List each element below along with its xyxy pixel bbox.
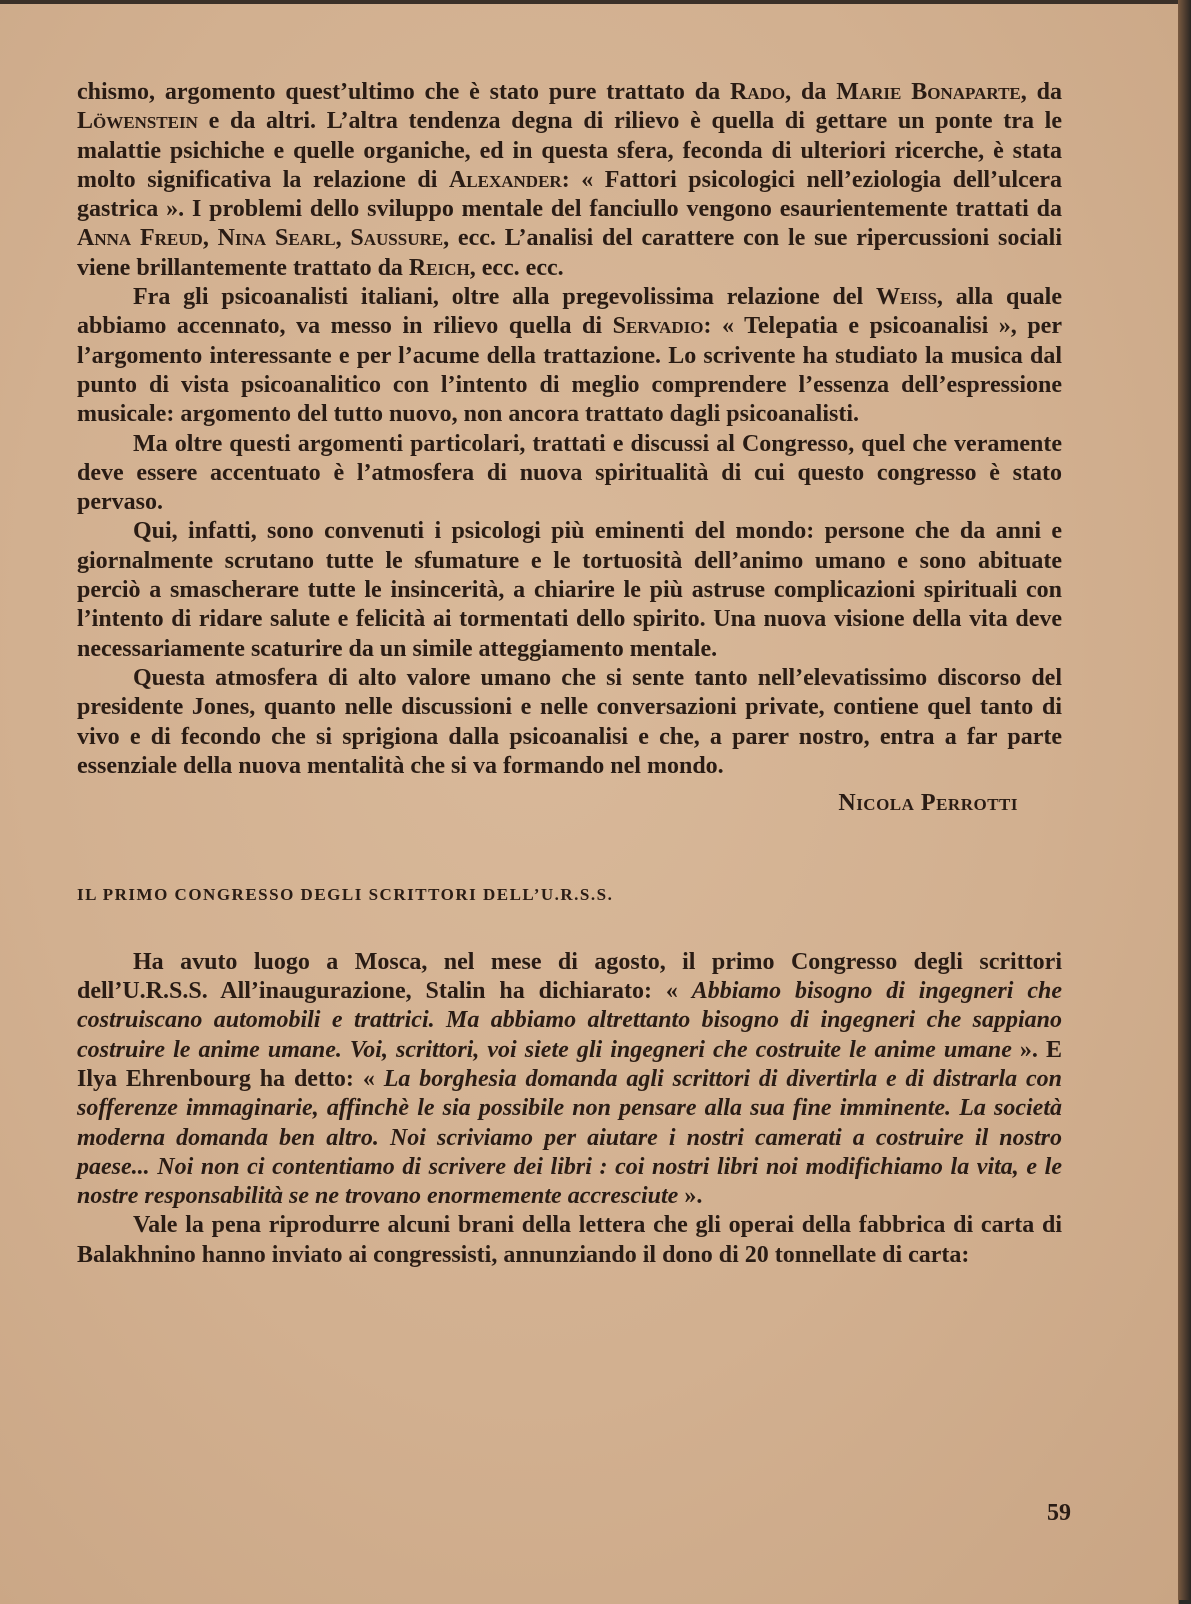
paragraph (77, 664, 1062, 781)
text-run: ». (678, 1183, 703, 1210)
text-run: , da (785, 79, 837, 105)
text-run: , ecc. L’analisi del carattere con le sue ripercussioni sociali viene brillantemente trattato da (77, 225, 1062, 281)
text-run: chismo, argomento quest’ultimo che è stato pure trattato da (77, 79, 730, 105)
text-run: , ecc. ecc. (469, 254, 564, 281)
text-run: Fra gli psicoanalisti italiani, oltre alla pregevolissima relazione del (133, 284, 877, 311)
section-heading: IL PRIMO CONGRESSO DEGLI SCRITTORI DELL’U.R.S.S. (77, 885, 614, 905)
author-name: Marie Bonaparte (836, 79, 1021, 105)
paragraph (77, 78, 1062, 283)
author-signature: Nicola Perrotti (838, 790, 1018, 817)
paragraph (77, 430, 1062, 518)
page-number: 59 (1047, 1500, 1071, 1526)
author-name: Reich (408, 254, 470, 281)
author-name: Anna Freud (77, 225, 203, 252)
book-edge (1178, 0, 1191, 1600)
text-run: , (202, 225, 218, 252)
text-run: Qui, infatti, sono convenuti i psicologi più eminenti del mondo: persone che da anni e giornalmente scrutano tutte le sfumature e le tortuosità dell’animo umano e sono abituate perciò a smascherare tutte le insincerità, a chiarire le più astruse complicazioni spirituali con l’intento di ridare salute e felicità ai tormentati dello spirito. Una nuova visione della vita deve necessariamente scaturire da un simile atteggiamento mentale. (77, 518, 1062, 662)
text-run: : « Fattori psicologici nell’eziologia dell’ulcera gastrica ». I problemi dello sviluppo mentale del fanciullo vengono esaurientemente trattati da (77, 166, 1062, 223)
text-run: Ha avuto luogo a Mosca, nel mese di agosto, il primo Congresso degli scrittori dell’U.R.S.S. All’inaugurazione, Stalin ha dichiarato: « (77, 948, 1062, 1005)
quotation-text: La borghesia domanda agli scrittori di divertirla e di distrarla con sofferenze immaginarie, affinchè le sia possibile non pensare alla sua fine imminente. La società moderna domanda ben altro. Noi scriviamo per aiutare i nostri camerati a costruire il nostro paese... Noi non ci contentiamo di scrivere dei libri : coi nostri libri noi modifichiamo la vita, e le nostre responsabilità se ne trovano enormemente accresciute (77, 1065, 1062, 1210)
text-run: e da altri. L’altra tendenza degna di rilievo è quella di gettare un ponte tra le malattie psichiche e quelle organiche, ed in questa sfera, feconda di ulteriori ricerche, è stata molto significativa la relazione di (77, 108, 1062, 193)
text-run: Vale la pena riprodurre alcuni brani della lettera che gli operai della fabbrica di carta di Balakhnino hanno inviato ai congressisti, annunziando il dono di 20 tonnellate di carta: (77, 1212, 1062, 1268)
paragraph (77, 948, 1062, 1212)
author-name: Rado (729, 79, 786, 105)
text-run: , (335, 225, 351, 252)
review-continuation (77, 78, 1062, 781)
paragraph (77, 517, 1062, 663)
text-run: ». E Ilya Ehrenbourg ha detto: « (77, 1036, 1062, 1092)
text-run: , da (1020, 79, 1062, 105)
author-name: Nina Searl (217, 225, 336, 252)
text-run: : « Telepatia e psicoanalisi », per l’argomento interessante e per l’acume della trattazione. Lo scrivente ha studiato la musica dal punto di vista psicoanalitico con l’intento di meglio comprendere l’essenza dell’espressione musicale: argomento del tutto nuovo, non ancora trattato dagli psicoanalisti. (77, 313, 1062, 428)
paragraph (77, 1211, 1062, 1270)
section-body (77, 948, 1062, 1270)
author-name: Saussure (350, 225, 444, 252)
text-run: , alla quale abbiamo accennato, va messo in rilievo quella di (77, 284, 1062, 340)
author-name: Weiss (876, 284, 937, 311)
author-name: Löwenstein (77, 108, 198, 135)
paragraph (77, 283, 1062, 429)
quotation-text: Abbiamo bisogno di ingegneri che costruiscano automobili e trattrici. Ma abbiamo altrettanto bisogno di ingegneri che sappiano costruire le anime umane. Voi, scrittori, voi siete gli ingegneri che costruite le anime umane (77, 978, 1062, 1063)
author-name: Alexander (448, 166, 562, 193)
text-run: Ma oltre questi argomenti particolari, trattati e discussi al Congresso, quel che veramente deve essere accentuato è l’atmosfera di nuova spiritualità di cui questo congresso è stato pervaso. (77, 430, 1062, 516)
text-run: Questa atmosfera di alto valore umano che si sente tanto nell’elevatissimo discorso del presidente Jones, quanto nelle discussioni e nelle conversazioni private, contiene quel tanto di vivo e di fecondo che si sprigiona dalla psicoanalisi e che, a parer nostro, entra a far parte essenziale della nuova mentalità che si va formando nel mondo. (77, 664, 1062, 779)
page-body (77, 78, 1062, 1270)
author-name: Servadio (612, 313, 704, 340)
